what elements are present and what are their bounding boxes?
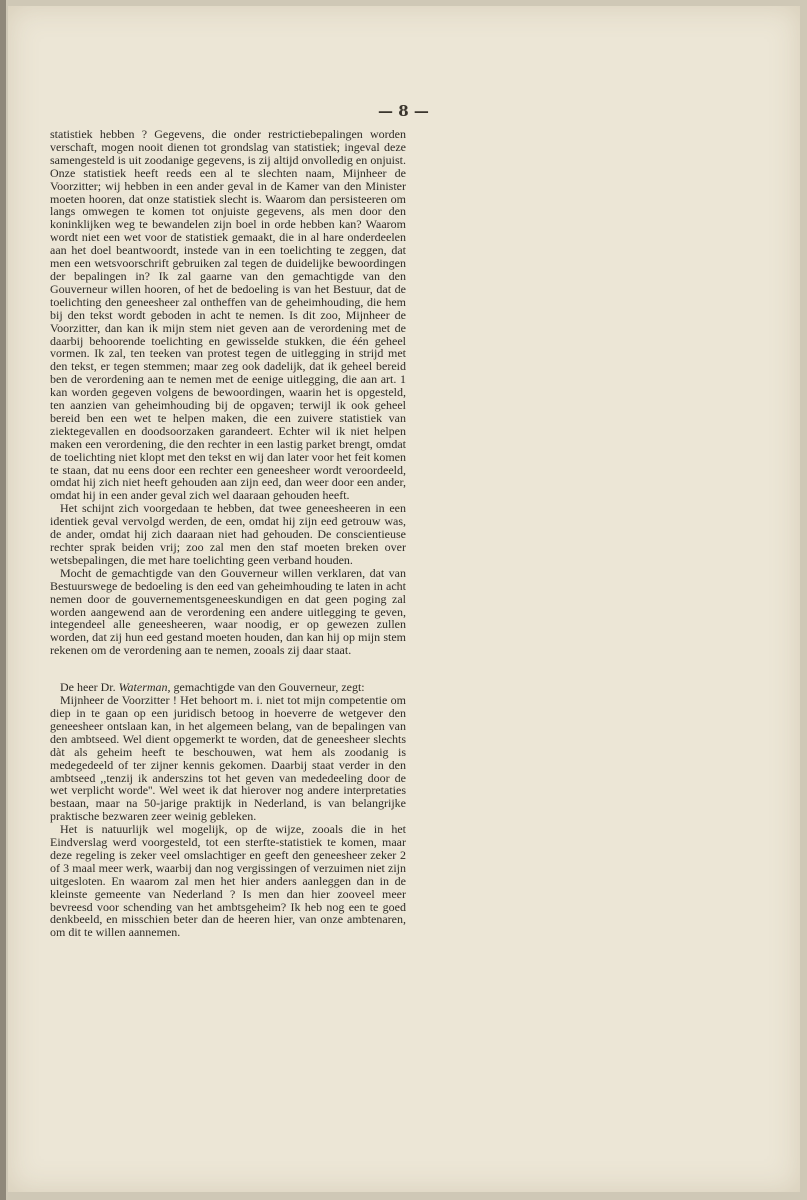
- paragraph: statistiek hebben ? Gegevens, die onder restrictiebepalingen worden verschaft, mogen nooit dienen tot grondslag van statistiek; ingeval deze samengesteld is uit zoodanige gegevens, is zij altijd onvolledig en onjuist. Onze statistiek heeft reeds een al te slechten naam, Mijnheer de Voorzitter; wij hebben in een ander geval in de Kamer van den Minister moeten hooren, dat onze statistiek slecht is. Waarom dan persisteeren om langs omwegen te komen tot onjuiste gegevens, als men door den koninklijken weg te bewandelen zijn boel in orde hebben kan? Waarom wordt niet een wet voor de statistiek gemaakt, die in al hare onderdeelen aan het doel beantwoordt, instede van in een toelichting te zeggen, dat men een wetsvoorschrift gebruiken zal tegen de duidelijke bewoordingen der bepalingen in? Ik zal gaarne van den gemachtigde van den Gouverneur willen hooren, of het de bedoeling is van het Bestuur, dat de toelichting den geneesheer zal ontheffen van de geheimhouding, die hem bij den tekst wordt geboden in acht te nemen. Is dit zoo, Mijnheer de Voorzitter, dan kan ik mijn stem niet geven aan de verordening met de daarbij behoorende toelichting en gewisselde stukken, die één geheel vormen. Ik zal, ten teeken van protest tegen de uitlegging in strijd met den tekst, er tegen stemmen; maar zeg ook dadelijk, dat ik geheel bereid ben de verordening aan te nemen met de eenige uitlegging, die aan art. 1 kan worden gegeven volgens de bewoordingen, waarin het is opgesteld, ten aanzien van geheimhouding bij de opgaven; terwijl ik ook geheel bereid ben een wet te helpen maken, die een zuivere statistiek van ziektegevallen en doodsoorzaken garandeert. Echter wil ik niet helpen maken een verordening, die den rechter in een lastig parket brengt, omdat de toelichting niet klopt met den tekst en wij dan later voor het feit komen te staan, dat nu eens door een rechter een geneesheer wordt veroordeeld, omdat hij zich niet heeft gehouden aan zijn eed, dan weer door een ander, omdat hij in een ander geval zich wel daaraan gehouden heeft.: [50, 127, 406, 503]
- paragraph: Het schijnt zich voorgedaan te hebben, dat twee geneesheeren in een identiek geval vervolgd werden, de een, omdat hij zijn eed getrouw was, de ander, omdat hij zich daaraan niet had gehouden. De conscientieuse rechter sprak beiden vrij; zoo zal men den staf moeten breken over wetsbepalingen, die met hare toelichting geen verband houden.: [50, 501, 406, 567]
- paragraph: Het is natuurlijk wel mogelijk, op de wijze, zooals die in het Eindverslag werd voorgesteld, tot een sterfte-statistiek te komen, maar deze regeling is zeker veel omslachtiger en geeft den geneesheer zeker 2 of 3 maal meer werk, waarbij dan nog vergissingen of verzuimen niet zijn uitgesloten. En waarom zal men het hier anders aanleggen dan in de kleinste gemeente van Nederland ? Is men dan hier zooveel meer bevreesd voor schending van het ambtsgeheim? Ik heb nog een te goed denkbeeld, en misschien beter dan de heeren hier, van onze ambtenaren, om dit te willen aannemen.: [50, 822, 406, 940]
- paragraph: Mijnheer de Voorzitter ! Het behoort m. i. niet tot mijn competentie om diep in te gaan op een juridisch betoog in hoeverre de wetgever den geneesheer ontslaan kan, in het algemeen belang, van de bepalingen van den ambtseed. Wel dient opgemerkt te worden, dat de geneesheer slechts dàt als geheim heeft te beschouwen, wat hem als zoodanig is medegedeeld of ter zijner kennis gekomen. Daarbij staat verder in den ambtseed ,,tenzij ik anderszins tot het geven van mededeeling door de wet verplicht worde''. Wel weet ik dat hierover nog andere interpretaties bestaan, maar na 50-jarige praktijk in Nederland, is van belangrijke praktische bezwaren zeer weinig gebleken.: [50, 693, 406, 824]
- scan-edge: [0, 0, 6, 1200]
- speaker-name: Waterman,: [118, 680, 171, 695]
- paragraph: Mocht de gemachtigde van den Gouverneur willen verklaren, dat van Bestuurswege de bedoeling is den eed van geheimhouding te laten in acht nemen door de gouvernementsgeneeskundigen en dat geen poging zal worden aangewend aan de verordening een andere uitlegging te geven, integendeel alle geneesheeren, waar noodig, er op gewezen zullen worden, dat zij hun eed gestand moeten houden, dan kan hij op mijn stem rekenen om de verordening aan te nemen, zooals zij daar staat.: [50, 565, 406, 658]
- document-body: [50, 128, 406, 939]
- speaker-suffix: gemachtigde van den Gouverneur, zegt:: [170, 680, 365, 695]
- speaker-prefix: De heer Dr.: [60, 680, 119, 695]
- page-number: — 8 —: [378, 102, 429, 120]
